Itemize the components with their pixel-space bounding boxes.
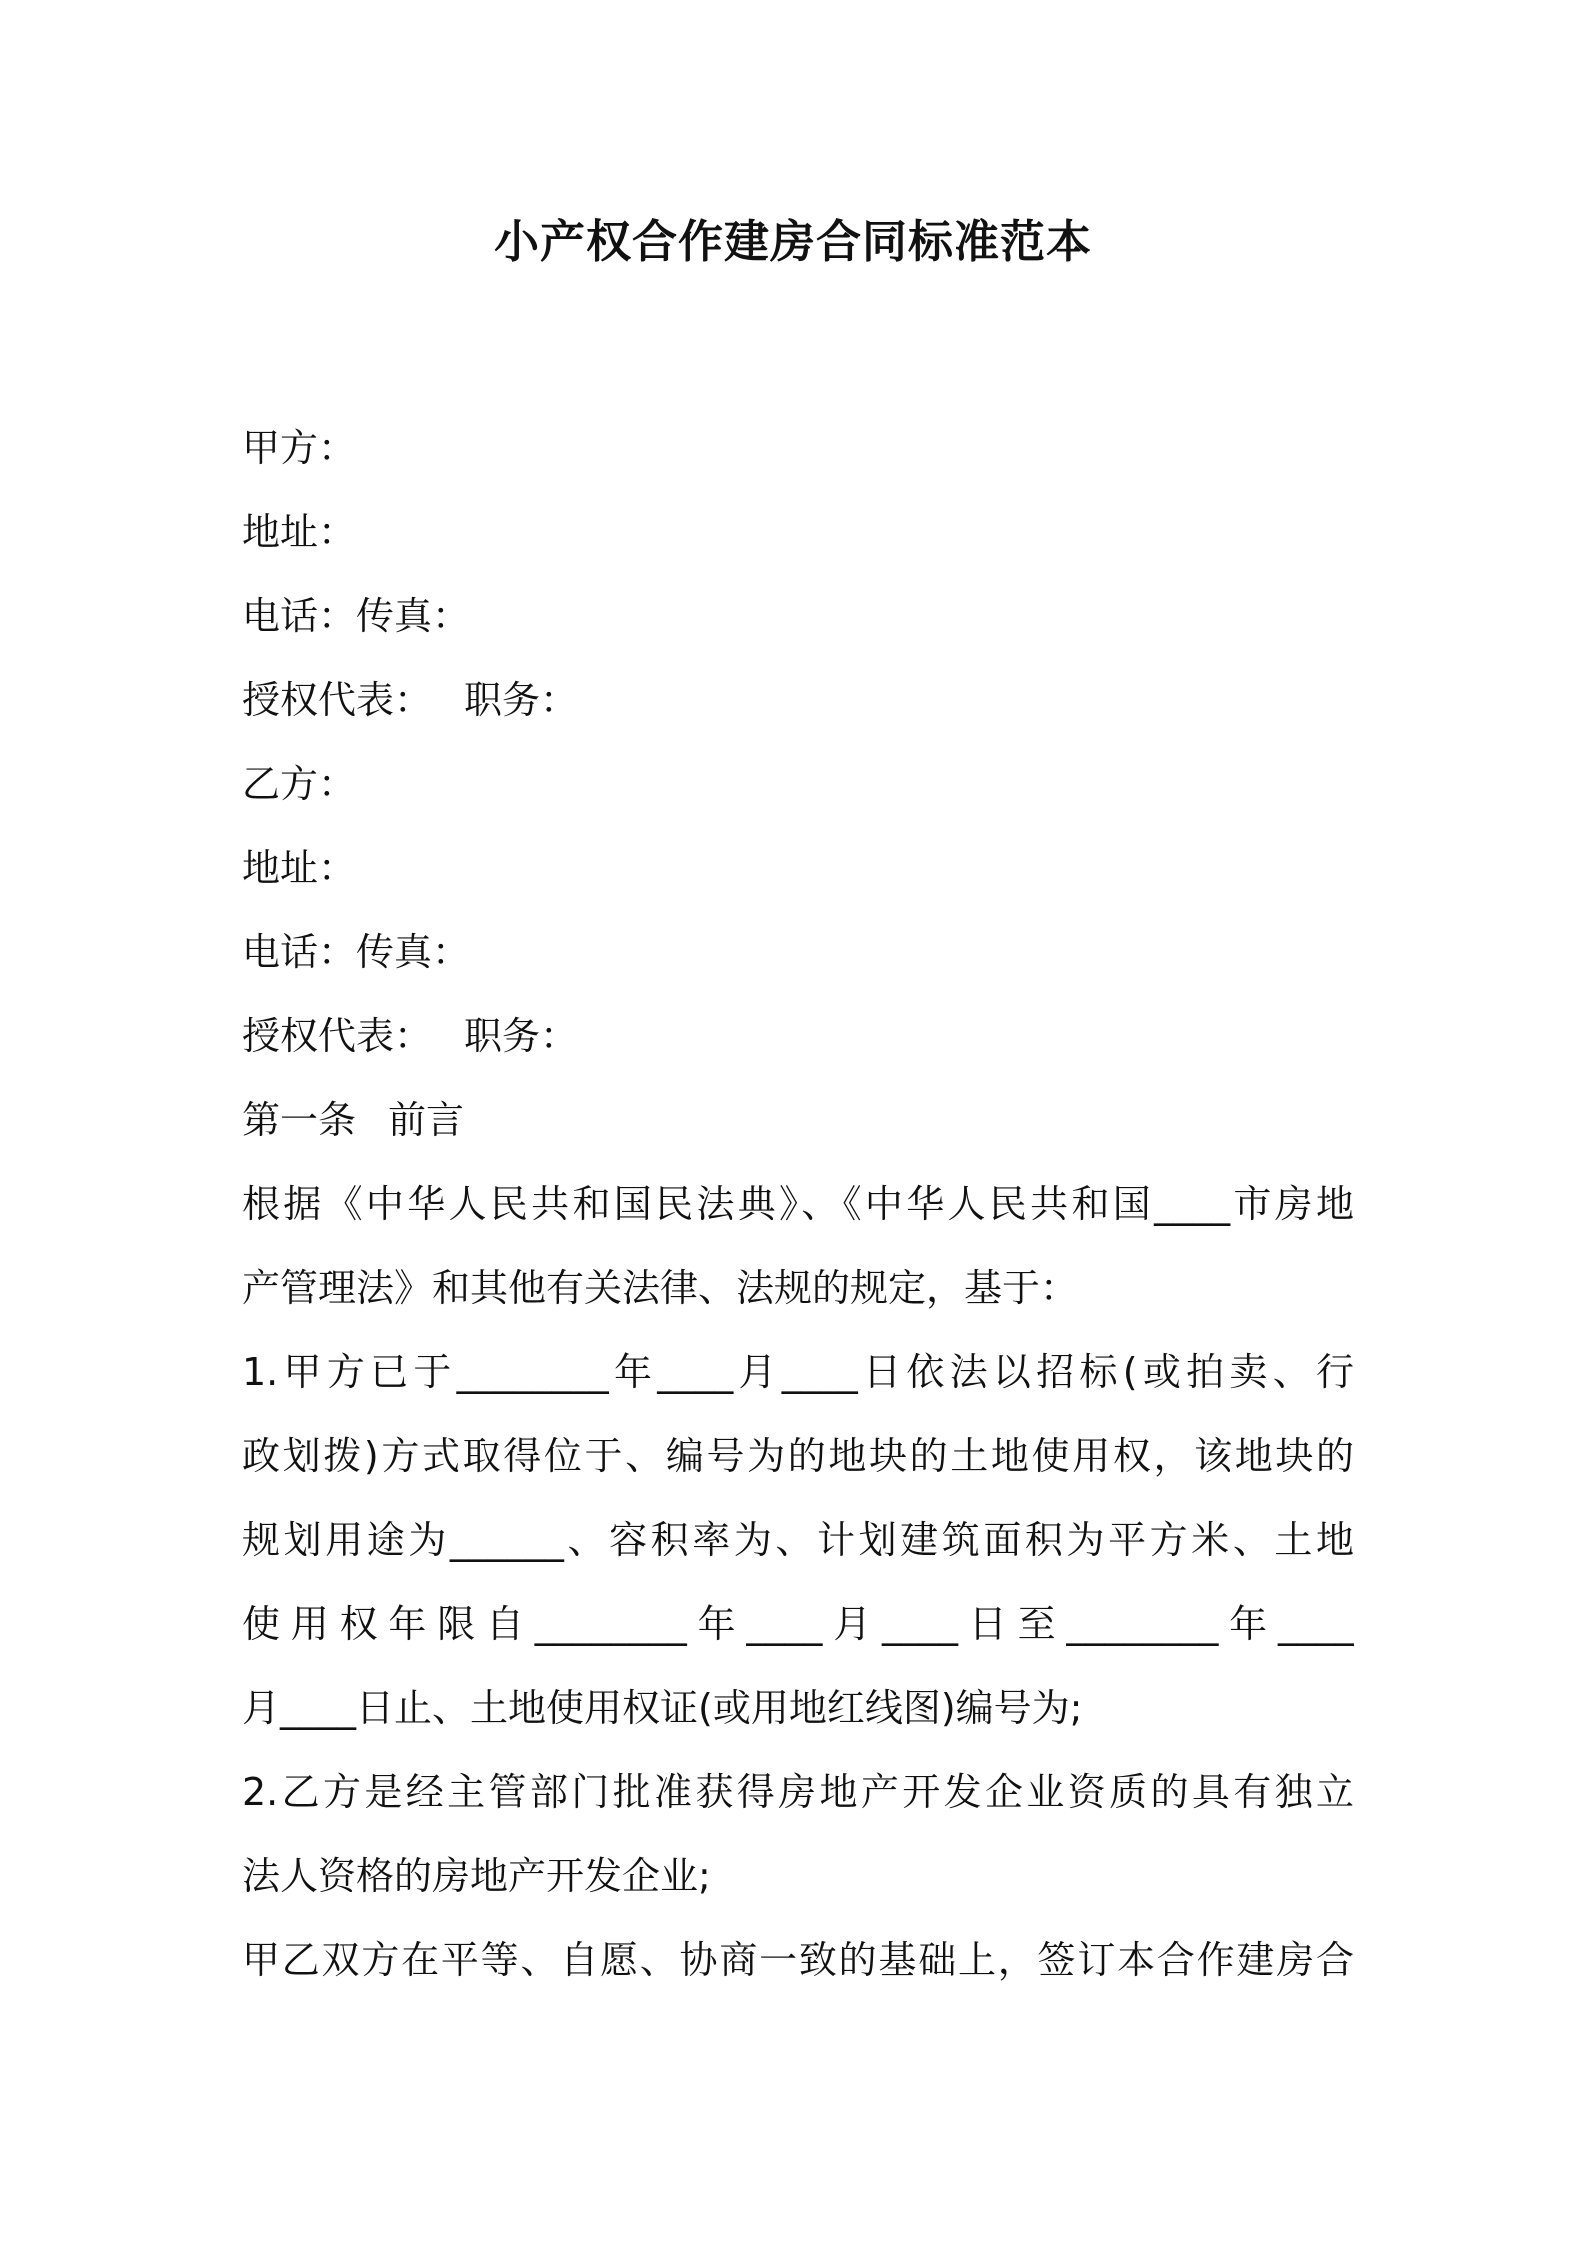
party-a-phone-fax: 电话：传真： — [242, 594, 471, 638]
body-line: 法人资格的房地产开发企业; — [242, 1854, 711, 1898]
party-a-rep-line — [242, 658, 1354, 742]
party-b-position-label: 职务： — [464, 1014, 579, 1058]
article-number: 第一条 — [242, 1098, 357, 1142]
document-title: 小产权合作建房合同标准范本 — [493, 215, 1092, 268]
party-a-position-label: 职务： — [464, 678, 579, 722]
body-line: 根据《中华人民共和国民法典》、《中华人民共和国____市房地 — [242, 1182, 1354, 1226]
party-a-address: 地址： — [242, 510, 357, 554]
body-line: 使用权年限自________年____月____日至________年____ — [242, 1602, 1354, 1646]
body-line: 政划拨)方式取得位于、编号为的地块的土地使用权，该地块的 — [242, 1434, 1354, 1478]
body-line: 1.甲方已于________年____月____日依法以招标(或拍卖、行 — [242, 1350, 1354, 1394]
body-line: 2.乙方是经主管部门批准获得房地产开发企业资质的具有独立 — [242, 1770, 1354, 1814]
party-b-rep-label: 授权代表： — [242, 1014, 433, 1058]
body-line: 产管理法》和其他有关法律、法规的规定，基于： — [242, 1266, 1079, 1310]
body-line: 甲乙双方在平等、自愿、协商一致的基础上，签订本合作建房合 — [242, 1938, 1354, 1982]
body-line: 月____日止、土地使用权证(或用地红线图)编号为; — [242, 1686, 1083, 1730]
article-1-heading — [242, 1078, 1354, 1162]
article-title: 前言 — [388, 1098, 465, 1142]
party-a-label: 甲方： — [242, 426, 357, 470]
party-b-rep-line — [242, 994, 1354, 1078]
party-a-rep-label: 授权代表： — [242, 678, 433, 722]
party-b-label: 乙方： — [242, 762, 357, 806]
document-body — [242, 406, 1354, 2002]
body-line: 规划用途为______、容积率为、计划建筑面积为平方米、土地 — [242, 1518, 1354, 1562]
party-b-address: 地址： — [242, 846, 357, 890]
party-b-phone-fax: 电话：传真： — [242, 930, 471, 974]
